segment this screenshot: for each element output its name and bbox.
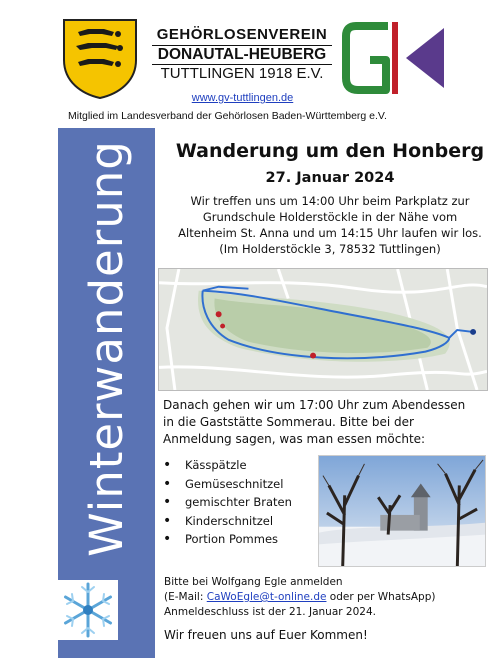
list-item (163, 530, 313, 549)
list-item (163, 456, 313, 475)
club-name-line2: DONAUTAL-HEUBERG (152, 45, 332, 65)
menu-item: Portion Pommes (185, 532, 279, 547)
contact-suffix: oder per WhatsApp) (326, 591, 436, 603)
event-date: 27. Januar 2024 (265, 170, 395, 186)
dinner-line: Anmeldung sagen, was man essen möchte: (163, 432, 426, 446)
registration-line: Bitte bei Wolfgang Egle anmelden (164, 576, 343, 588)
intro-line: Wir treffen uns um 14:00 Uhr beim Parkplatz zur (190, 194, 470, 208)
menu-item: Kässpätzle (185, 458, 247, 473)
dinner-line: Danach gehen wir um 17:00 Uhr zum Abendessen (163, 398, 466, 412)
side-title: Winterwanderung (80, 139, 133, 557)
winter-castle-photo (318, 455, 486, 567)
registration-info (164, 575, 494, 620)
club-name-line3: TUTTLINGEN 1918 E.V. (160, 65, 324, 82)
bullet-icon: • (163, 531, 172, 548)
bullet-icon: • (163, 475, 172, 492)
membership-note: Mitglied im Landesverband der Gehörlosen Baden-Württemberg e.V. (68, 110, 387, 122)
list-item (163, 512, 313, 531)
bullet-icon: • (163, 512, 172, 529)
intro-line: Altenheim St. Anna und um 14:15 Uhr laufen wir los. (178, 226, 482, 240)
dinner-info (163, 397, 493, 448)
list-item (163, 493, 313, 512)
contact-prefix: (E-Mail: (164, 591, 207, 603)
event-title: Wanderung um den Honberg (175, 140, 485, 162)
gk-logo-icon (340, 18, 450, 98)
intro-line: (Im Holderstöckle 3, 78532 Tuttlingen) (219, 242, 441, 256)
list-item (163, 475, 313, 494)
route-map (158, 268, 488, 391)
registration-deadline: Anmeldeschluss ist der 21. Januar 2024. (164, 606, 376, 618)
closing-text: Wir freuen uns auf Euer Kommen! (164, 628, 368, 642)
menu-item: Kinderschnitzel (185, 513, 274, 528)
club-name (152, 26, 332, 83)
snowflake-icon (58, 580, 118, 640)
bullet-icon: • (163, 494, 172, 511)
coat-of-arms-icon (60, 14, 140, 100)
bullet-icon: • (163, 457, 172, 474)
registration-contact (164, 590, 494, 605)
side-title-wrapper (58, 128, 155, 568)
dinner-line: in die Gaststätte Sommerau. Bitte bei der (163, 415, 414, 429)
intro-line: Grundschule Holderstöckle in der Nähe vom (202, 210, 458, 224)
club-name-line1: GEHÖRLOSENVEREIN (156, 26, 328, 43)
website-link[interactable]: www.gv-tuttlingen.de (191, 92, 294, 104)
menu-list (163, 456, 313, 549)
menu-item: gemischter Braten (185, 495, 292, 510)
menu-item: Gemüseschnitzel (185, 476, 284, 491)
email-link[interactable]: CaWoEgle@t-online.de (206, 591, 327, 603)
event-intro (160, 193, 500, 257)
